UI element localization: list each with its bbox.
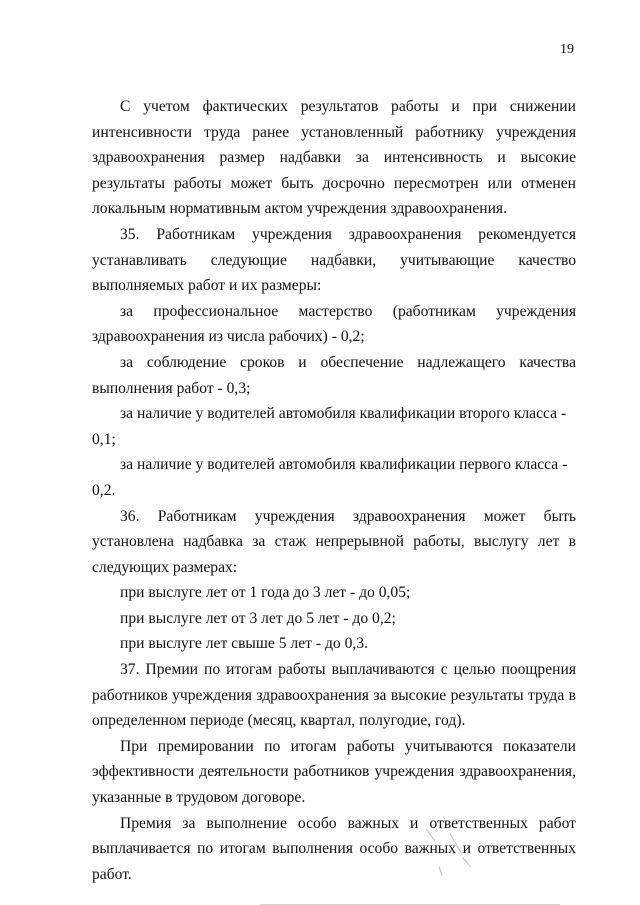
paragraph-section-35: 35. Работникам учреждения здравоохранения рекомендуется устанавливать следующие надбавки, учитывающие качество выполняемых работ и их размеры: <box>92 225 576 295</box>
list-item-deadlines-quality: за соблюдение сроков и обеспечение надлежащего качества выполнения работ - 0,3; <box>92 353 576 397</box>
paragraph-section-36: 36. Работникам учреждения здравоохранения может быть установлена надбавка за стаж непрерывной работы, выслугу лет в следующих размерах: <box>92 507 576 576</box>
list-item-driver-first-class: за наличие у водителей автомобиля квалификации первого класса - 0,2. <box>92 456 568 499</box>
page-number: 19 <box>560 42 574 57</box>
paragraph-section-37: 37. Премии по итогам работы выплачиваются с целью поощрения работников учреждения здравоохранения за высокие результаты труда в определенном периоде (месяц, квартал, полугодие, год). <box>92 661 576 730</box>
paragraph-bonus-indicators: При премировании по итогам работы учитываются показатели эффективности деятельности работников учреждения здравоохранения, указанные в трудовом договоре. <box>92 737 576 807</box>
paragraph-important-work-bonus: Премия за выполнение особо важных и ответственных работ выплачивается по итогам выполнения особо важных и ответственных работ. <box>92 814 576 883</box>
list-item-seniority-over-5: при выслуге лет свыше 5 лет - до 0,3. <box>120 635 368 653</box>
list-item-professional-mastery: за профессиональное мастерство (работникам учреждения здравоохранения из числа рабочих) - 0,2; <box>92 302 576 346</box>
list-item-seniority-1-3: при выслуге лет от 1 года до 3 лет - до 0,05; <box>120 584 411 602</box>
paragraph-intensity-revision: С учетом фактических результатов работы и при снижении интенсивности труда ранее установленный работнику учреждения здравоохранения размер надбавки за интенсивность и высокие результаты работы может быть досрочно пересмотрен или отменен локальным нормативным актом учреждения здравоохранения. <box>92 98 576 218</box>
list-item-driver-second-class: за наличие у водителей автомобиля квалификации второго класса - 0,1; <box>92 405 567 448</box>
list-item-seniority-3-5: при выслуге лет от 3 лет до 5 лет - до 0,2; <box>120 609 396 627</box>
document-body <box>92 94 576 887</box>
